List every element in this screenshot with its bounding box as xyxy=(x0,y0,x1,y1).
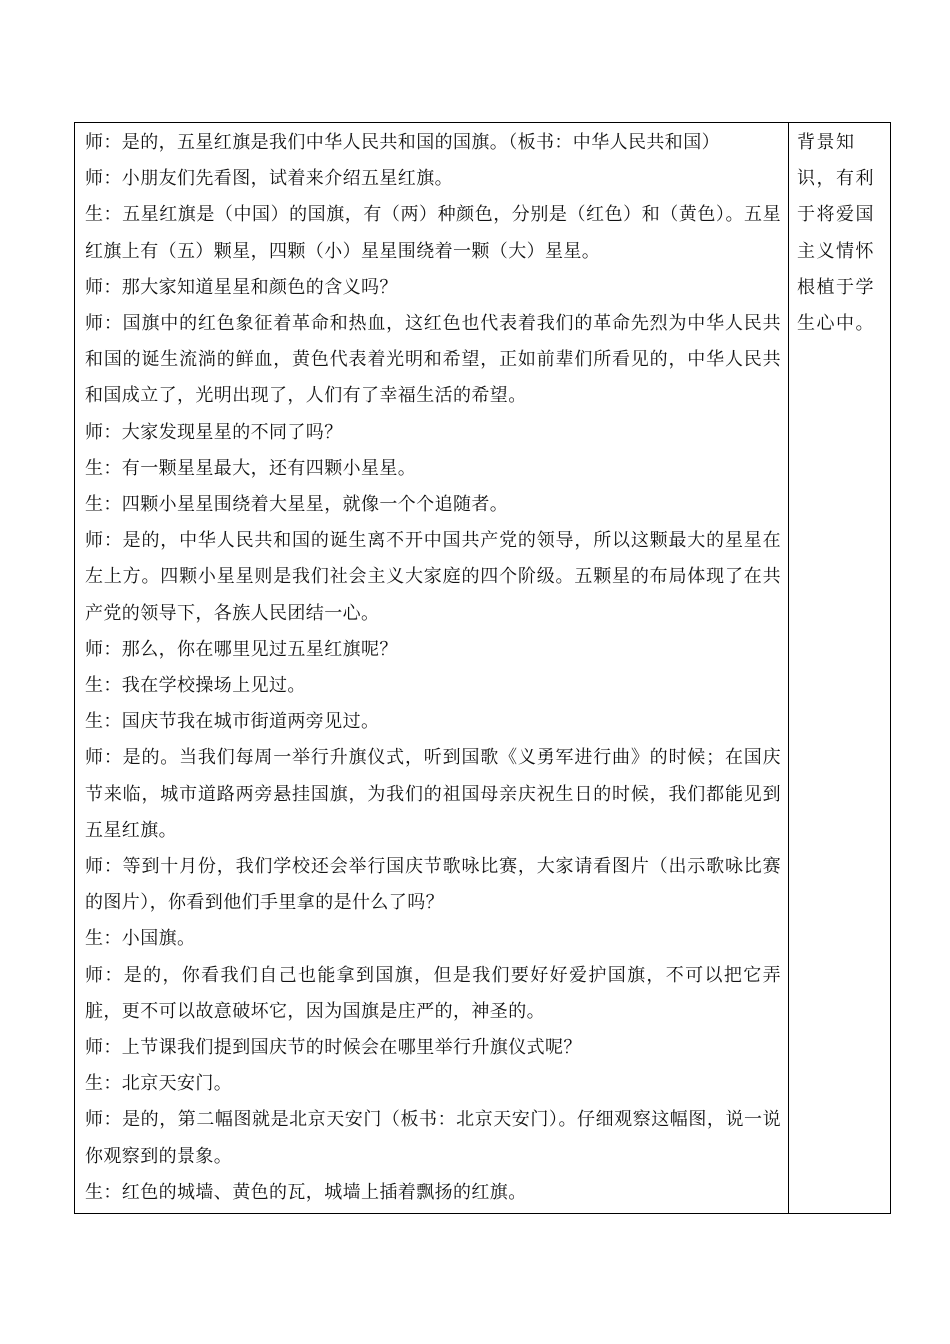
dialogue-line: 师：小朋友们先看图，试着来介绍五星红旗。 xyxy=(85,168,453,190)
dialogue-line: 师：是的，你看我们自己也能拿到国旗，但是我们要好好爱护国旗，不可以把它弄脏，更不可以故意破坏它，因为国旗是庄严的，神圣的。 xyxy=(85,964,781,1022)
dialogue-line: 生：小国旗。 xyxy=(85,928,196,950)
dialogue-line: 师：那么，你在哪里见过五星红旗呢？ xyxy=(85,638,398,660)
dialogue-line: 师：大家发现星星的不同了吗？ xyxy=(85,421,343,443)
design-note-cell xyxy=(789,123,891,1214)
dialogue-line: 师：是的。当我们每周一举行升旗仪式，听到国歌《义勇军进行曲》的时候；在国庆节来临，城市道路两旁悬挂国旗，为我们的祖国母亲庆祝生日的时候，我们都能见到五星红旗。 xyxy=(85,747,781,841)
table-row xyxy=(75,123,891,1214)
dialogue-line: 生：五星红旗是（中国）的国旗，有（两）种颜色，分别是（红色）和（黄色）。五星红旗上有（五）颗星，四颗（小）星星围绕着一颗（大）星星。 xyxy=(85,204,781,262)
dialogue-line: 师：国旗中的红色象征着革命和热血，这红色也代表着我们的革命先烈为中华人民共和国的诞生流淌的鲜血，黄色代表着光明和希望，正如前辈们所看见的，中华人民共和国成立了，光明出现了，人们有了幸福生活的希望。 xyxy=(85,313,781,407)
dialogue-line: 生：我在学校操场上见过。 xyxy=(85,675,306,697)
dialogue-line: 生：有一颗星星最大，还有四颗小星星。 xyxy=(85,457,417,479)
design-note-text: 背景知识，有利于将爱国主义情怀根植于学生心中。 xyxy=(797,132,875,335)
dialogue-text xyxy=(75,123,788,1211)
dialogue-line: 师：那大家知道星星和颜色的含义吗？ xyxy=(85,276,398,298)
dialogue-line: 师：是的，第二幅图就是北京天安门（板书：北京天安门）。仔细观察这幅图，说一说你观察到的景象。 xyxy=(85,1109,781,1167)
dialogue-cell xyxy=(75,123,789,1214)
dialogue-line: 生：国庆节我在城市街道两旁见过。 xyxy=(85,711,380,733)
lesson-plan-table xyxy=(74,122,891,1214)
dialogue-line: 师：是的，中华人民共和国的诞生离不开中国共产党的领导，所以这颗最大的星星在左上方。四颗小星星则是我们社会主义大家庭的四个阶级。五颗星的布局体现了在共产党的领导下，各族人民团结一心。 xyxy=(85,530,781,624)
dialogue-line: 生：四颗小星星围绕着大星星，就像一个个追随者。 xyxy=(85,494,509,516)
dialogue-line: 生：红色的城墙、黄色的瓦，城墙上插着飘扬的红旗。 xyxy=(85,1181,527,1203)
dialogue-line: 生：北京天安门。 xyxy=(85,1073,233,1095)
dialogue-line: 师：上节课我们提到国庆节的时候会在哪里举行升旗仪式呢？ xyxy=(85,1037,582,1059)
dialogue-line: 师：等到十月份，我们学校还会举行国庆节歌咏比赛，大家请看图片（出示歌咏比赛的图片），你看到他们手里拿的是什么了吗？ xyxy=(85,856,781,914)
dialogue-line: 师：是的，五星红旗是我们中华人民共和国的国旗。（板书：中华人民共和国） xyxy=(85,132,720,153)
